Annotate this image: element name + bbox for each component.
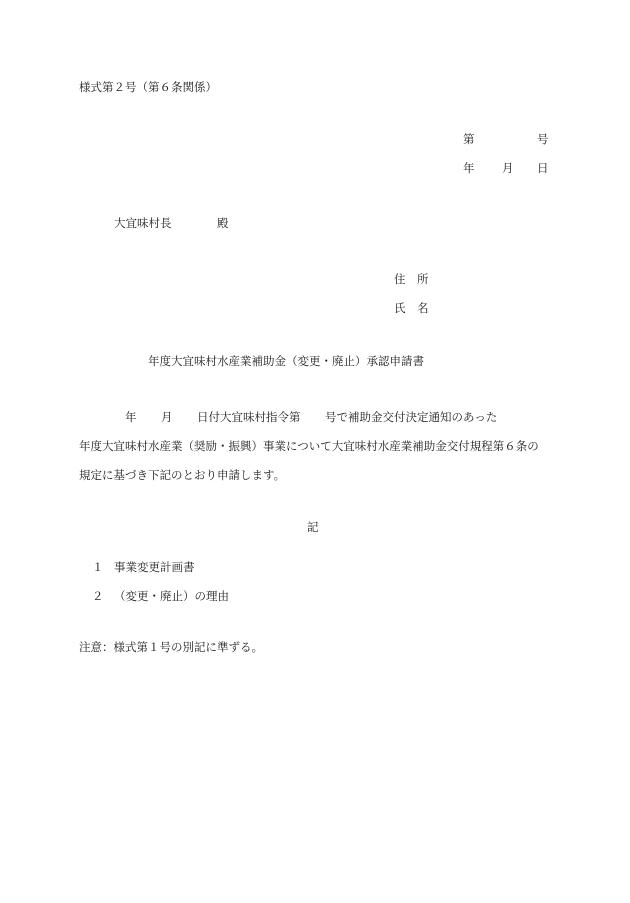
applicant-address-label: 住 所: [394, 272, 429, 286]
ref-directive-text: 日付大宜味村指令第: [197, 410, 301, 424]
ref-month-label: 月: [161, 410, 173, 424]
date-month-label: 月: [502, 161, 514, 175]
body-line-2: 年度大宜味村水産業（奨励・振興）事業について大宜味村水産業補助金交付規程第６条の: [79, 439, 539, 453]
addressee-name: 大宜味村長: [114, 216, 172, 230]
form-number: 様式第２号（第６条関係）: [79, 80, 217, 94]
document-title: 年度大宜味村水産業補助金（変更・廃止）承認申請書: [148, 354, 424, 368]
item-1-text: 事業変更計画書: [114, 560, 195, 574]
ki-heading: 記: [307, 520, 319, 534]
applicant-name-label: 氏 名: [394, 301, 429, 315]
addressee-honorific: 殿: [217, 216, 229, 230]
item-1-number: １: [92, 560, 104, 574]
item-2-text: （変更・廃止）の理由: [114, 589, 229, 603]
doc-number-prefix: 第: [463, 132, 475, 146]
date-day-label: 日: [537, 161, 549, 175]
ref-notice-text: 号で補助金交付決定通知のあった: [325, 410, 498, 424]
doc-number-suffix: 号: [537, 132, 549, 146]
date-year-label: 年: [463, 161, 475, 175]
ref-year-label: 年: [125, 410, 137, 424]
note-text: 注意：様式第１号の別記に準ずる。: [79, 640, 263, 654]
body-line-3: 規定に基づき下記のとおり申請します。: [79, 468, 286, 482]
item-2-number: ２: [92, 589, 104, 603]
